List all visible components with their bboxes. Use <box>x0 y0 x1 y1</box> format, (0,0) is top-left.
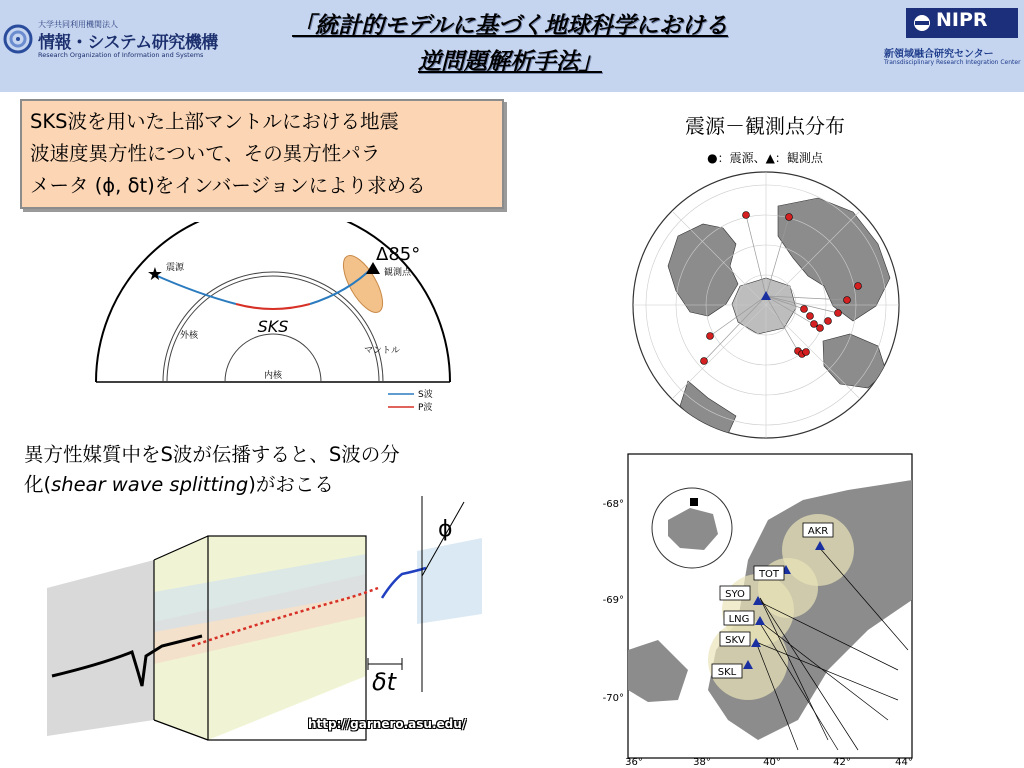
splitting-line-2 <box>24 470 504 500</box>
inner-core-label: 内核 <box>263 371 283 381</box>
sks-ray-diagram <box>88 222 458 418</box>
distance-label: Δ85° <box>376 244 421 265</box>
event-marker <box>707 333 714 340</box>
event-marker <box>835 310 842 317</box>
org-name: 情報・システム研究機構 <box>38 33 218 53</box>
lon-tick-label: 40° <box>763 757 781 766</box>
legend-p-label: P波 <box>418 403 433 413</box>
event-marker <box>743 212 750 219</box>
event-marker <box>801 306 808 313</box>
station-label-skl: SKL <box>717 667 737 678</box>
station-label-syo: SYO <box>725 589 745 600</box>
splitting-caption <box>24 440 504 500</box>
distribution-title: 震源－観測点分布 <box>685 114 845 138</box>
source-label: 震源 <box>166 263 185 273</box>
splitting-prefix: 化( <box>24 473 52 496</box>
org-english-name: Research Organization of Information and Systems <box>38 51 204 59</box>
event-marker <box>807 313 814 320</box>
event-marker <box>825 318 832 325</box>
slide-title <box>230 8 790 80</box>
latitude-ticks <box>603 499 624 704</box>
station-label: 観測点 <box>384 268 412 278</box>
splitting-line-1: 異方性媒質中をS波が伝播すると、S波の分 <box>24 443 400 466</box>
lat-tick-label: -69° <box>602 595 624 606</box>
sks-phase-label: SKS <box>257 317 289 336</box>
station-label-akr: AKR <box>807 526 829 537</box>
summary-line-2: 波速度異方性について、その異方性パラ <box>30 142 381 165</box>
summary-text <box>30 106 500 202</box>
title-line-1: 「統計的モデルに基づく地球科学における <box>292 13 728 39</box>
station-region-map <box>598 450 922 766</box>
s-wave-path-source <box>155 275 236 304</box>
incident-plane <box>47 560 154 736</box>
exit-plane <box>417 538 482 624</box>
source-star-icon: ★ <box>146 264 164 285</box>
polar-event-map <box>628 166 904 444</box>
lon-tick-label: 36° <box>625 757 643 766</box>
nipr-label: NIPR <box>936 9 988 31</box>
shear-wave-splitting-figure <box>42 496 504 746</box>
station-label-skv: SKV <box>725 635 745 646</box>
splitting-suffix: )がおこる <box>248 473 334 496</box>
inset-region-marker <box>690 498 698 506</box>
event-marker <box>786 214 793 221</box>
legend-s-label: S波 <box>418 390 433 400</box>
event-marker <box>817 325 824 332</box>
trc-name: 新領域融合研究センター <box>884 49 994 60</box>
lat-tick-label: -68° <box>602 499 624 510</box>
delta-t-symbol: δt <box>372 668 397 696</box>
distribution-legend: ●：震源、▲：観測点 <box>707 151 823 165</box>
splitting-term: shear wave splitting <box>51 473 249 496</box>
event-marker <box>844 297 851 304</box>
event-marker <box>803 349 810 356</box>
lon-tick-label: 44° <box>895 757 913 766</box>
station-label-lng: LNG <box>728 614 750 625</box>
event-marker <box>855 283 862 290</box>
nipr-emblem-icon <box>906 8 932 38</box>
phi-symbol: ϕ <box>438 517 453 542</box>
summary-line-1: SKS波を用いた上部マントルにおける地震 <box>30 110 400 133</box>
map-graticule <box>633 172 899 438</box>
source-url: http://garnero.asu.edu/ <box>308 717 467 731</box>
event-marker <box>811 321 818 328</box>
mantle-label: マントル <box>364 346 401 356</box>
title-line-2: 逆問題解析手法」 <box>418 49 602 75</box>
lat-tick-label: -70° <box>602 693 624 704</box>
org-category-text: 大学共同利用機関法人 <box>38 20 118 29</box>
station-label-tot: TOT <box>758 569 780 580</box>
p-wave-path-core <box>236 304 310 309</box>
lon-tick-label: 42° <box>833 757 851 766</box>
summary-line-3: メータ (ϕ, δt)をインバージョンにより求める <box>30 174 426 197</box>
lon-tick-label: 38° <box>693 757 711 766</box>
outer-core-label: 外核 <box>180 331 199 341</box>
event-marker <box>701 358 708 365</box>
trc-english-name: Transdisciplinary Research Integration Center <box>884 59 1021 66</box>
globe-content <box>633 172 899 438</box>
